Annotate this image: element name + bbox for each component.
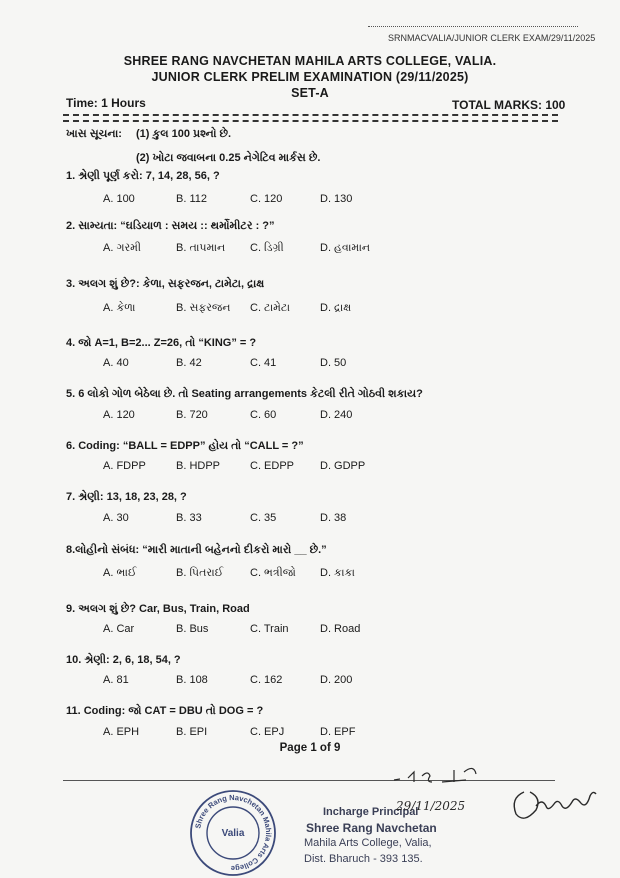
set-label: SET-A [291, 86, 329, 100]
header-top-rule [368, 26, 578, 27]
instruction-line: (1) કુલ 100 પ્રશ્નો છે. [136, 128, 232, 140]
option-b: B. 108 [176, 674, 208, 686]
question-text: 2. સામ્યતા: “ઘડિયાળ : સમય :: થર્મોમીટર : ?” [66, 220, 275, 232]
option-c: C. ડિગ્રી [250, 242, 284, 254]
svg-text:Valia: Valia [221, 828, 245, 839]
svg-text:29/11/2025: 29/11/2025 [396, 799, 466, 813]
option-c: C. ટામેટા [250, 302, 291, 314]
option-d: D. 38 [320, 512, 347, 524]
option-d: D. 50 [320, 357, 347, 369]
option-c: C. 60 [250, 409, 277, 421]
page-number: Page 1 of 9 [279, 742, 341, 754]
option-a: A. FDPP [103, 460, 146, 472]
option-b: B. Bus [176, 623, 209, 635]
option-b: B. 42 [176, 357, 202, 369]
option-a: A. 40 [103, 357, 129, 369]
option-c: C. Train [250, 623, 289, 635]
separator-rule [63, 114, 558, 116]
question-text: 11. Coding: જો CAT = DBU તો DOG = ? [66, 705, 264, 717]
question-text: 3. અલગ શું છે?: કેળા, સફરજન, ટામેટા, દ્રાક્ષ [66, 278, 265, 290]
option-a: A. 81 [103, 674, 129, 686]
question-text: 9. અલગ શું છે? Car, Bus, Train, Road [66, 603, 250, 615]
option-d: D. 240 [320, 409, 353, 421]
option-d: D. EPF [320, 726, 356, 738]
option-a: A. EPH [103, 726, 140, 738]
question-text: 4. જો A=1, B=2... Z=26, તો “KING” = ? [66, 337, 257, 349]
exam-code: SRNMACVALIA/JUNIOR CLERK EXAM/29/11/2025 [388, 33, 596, 43]
option-d: D. હવામાન [320, 242, 371, 254]
option-d: D. દ્રાક્ષ [320, 302, 352, 314]
option-c: C. 41 [250, 357, 277, 369]
option-d: D. 130 [320, 193, 353, 205]
option-a: A. 30 [103, 512, 129, 524]
instructions-label: ખાસ સૂચના: [66, 128, 122, 140]
option-c: C. ભત્રીજો [250, 567, 296, 579]
exam-title: JUNIOR CLERK PRELIM EXAMINATION (29/11/2025) [151, 70, 469, 84]
option-c: C. 35 [250, 512, 277, 524]
question-text: 5. 6 લોકો ગોળ બેઠેલા છે. તો Seating arrangements કેટલી રીતે ગોઠવી શકાય? [66, 388, 423, 400]
option-d: D. 200 [320, 674, 353, 686]
college-name: SHREE RANG NAVCHETAN MAHILA ARTS COLLEGE, VALIA. [123, 54, 497, 68]
option-c: C. EPJ [250, 726, 285, 738]
exam-time: Time: 1 Hours [66, 96, 146, 110]
option-d: D. Road [320, 623, 361, 635]
principal-college: Shree Rang Navchetan [306, 821, 437, 835]
option-b: B. તાપમાન [176, 242, 226, 254]
question-text: 7. શ્રેણી: 13, 18, 23, 28, ? [66, 491, 187, 503]
svg-text:Shree Rang Navchetan Mahila Ar: Shree Rang Navchetan Mahila Arts College [193, 792, 274, 874]
question-text: 8.લોહીનો સંબંધ: “મારી માતાની બહેનનો દીકરો મારો __ છે.” [66, 544, 327, 556]
option-c: C. 120 [250, 193, 283, 205]
option-a: A. ગરમી [103, 242, 142, 254]
total-marks: TOTAL MARKS: 100 [452, 98, 566, 112]
separator-rule [63, 120, 558, 122]
instruction-line: (2) ખોટા જવાબના 0.25 નેગેટિવ માર્કસ છે. [136, 152, 321, 164]
principal-address: Mahila Arts College, Valia, [304, 837, 432, 849]
option-c: C. EDPP [250, 460, 295, 472]
option-a: A. Car [103, 623, 135, 635]
principal-title: Incharge Principal [323, 806, 419, 818]
question-text: 10. શ્રેણી: 2, 6, 18, 54, ? [66, 654, 181, 666]
option-a: A. કેળા [103, 302, 136, 314]
option-a: A. ભાઈ [103, 567, 137, 579]
option-b: B. 33 [176, 512, 202, 524]
option-b: B. 720 [176, 409, 208, 421]
option-b: B. HDPP [176, 460, 221, 472]
question-text: 6. Coding: “BALL = EDPP” હોય તો “CALL = ?” [66, 440, 304, 452]
principal-address: Dist. Bharuch - 393 135. [304, 853, 423, 865]
option-b: B. સફરજન [176, 302, 231, 314]
option-b: B. EPI [176, 726, 208, 738]
option-a: A. 100 [103, 193, 135, 205]
option-d: D. કાકા [320, 567, 355, 579]
option-a: A. 120 [103, 409, 135, 421]
option-b: B. 112 [176, 193, 207, 205]
option-d: D. GDPP [320, 460, 366, 472]
question-text: 1. શ્રેણી પૂર્ણ કરો: 7, 14, 28, 56, ? [66, 170, 220, 182]
college-seal [188, 788, 278, 878]
option-c: C. 162 [250, 674, 283, 686]
option-b: B. પિતરાઈ [176, 567, 224, 579]
handwritten-signature [392, 762, 620, 832]
